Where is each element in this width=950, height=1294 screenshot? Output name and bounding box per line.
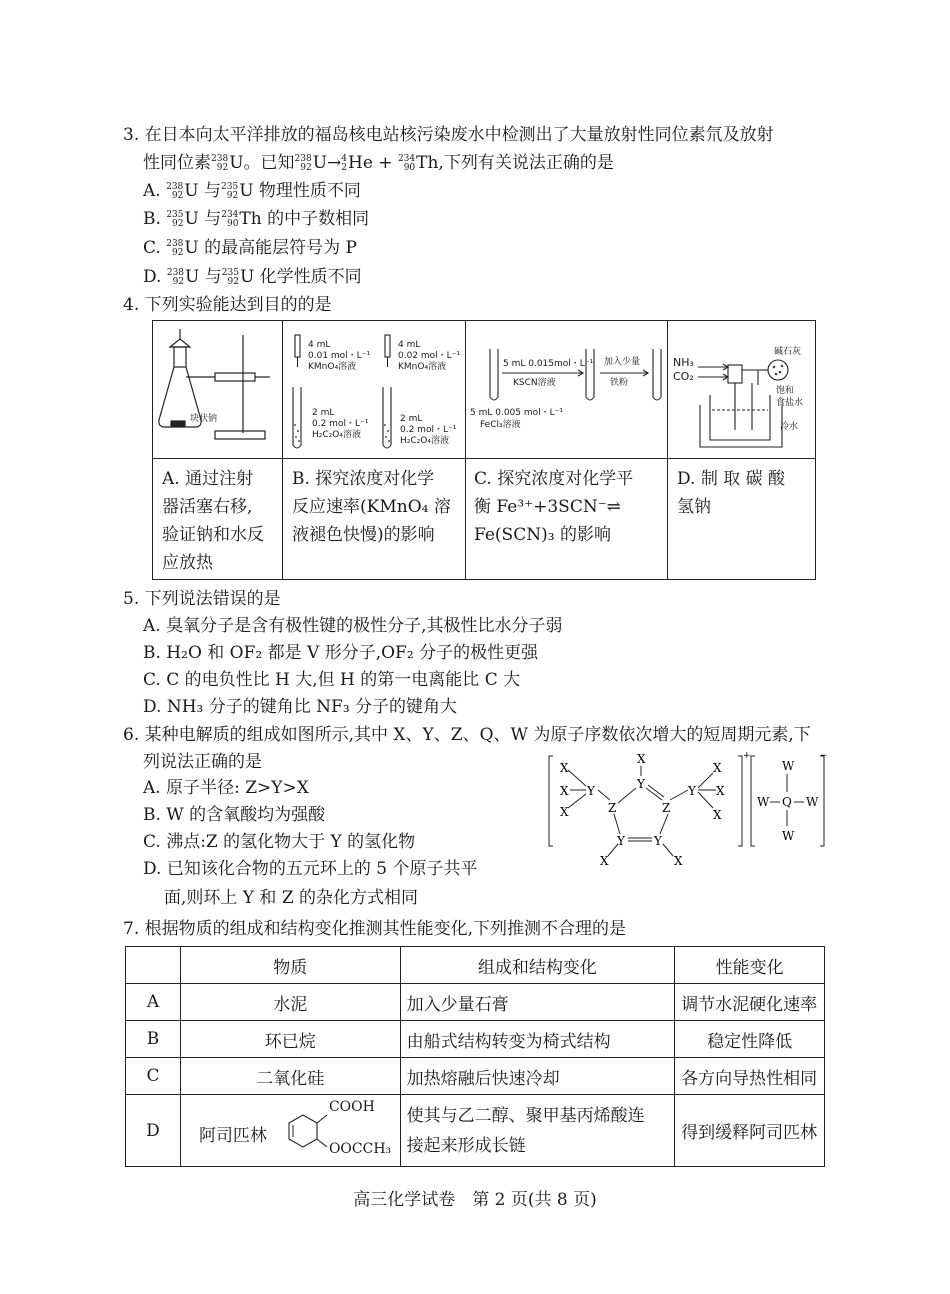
q7-substance: 环已烷: [180, 1021, 400, 1058]
q7-row-key: B: [126, 1021, 181, 1058]
q7-change: 加热熔融后快速冷却: [400, 1058, 675, 1095]
q6-atom-q: Q: [782, 795, 792, 809]
q6-atom-x: X: [600, 854, 609, 868]
q6-atom-w: W: [757, 795, 770, 809]
q4-option-c-text: C. 探究浓度对化学平 衡 Fe³⁺+3SCN⁻⇌ Fe(SCN)₃ 的影响: [474, 469, 634, 545]
q4-b-oxalic-name-2: H₂C₂O₄溶液: [400, 436, 449, 446]
q6-option-d-line1: D. 已知该化合物的五元环上的 5 个原子共平: [143, 859, 478, 879]
q7-aspirin-name: 阿司匹林: [198, 1125, 267, 1146]
q4-option-a-text: A. 通过注射 器活塞右移, 验证钠和水反 应放热: [162, 469, 264, 573]
q3-option-a: A. 238 92 U 与 235 92 U 物理性质不同: [143, 181, 361, 201]
q4-b-kmno4-name-1: KMnO₄溶液: [308, 362, 357, 372]
q4-d-brine-label: 食盐水: [776, 398, 804, 408]
q7-substance-aspirin: [180, 1095, 400, 1167]
q7-row-key: C: [126, 1058, 181, 1095]
q4-c-apparatus-diagram: [468, 325, 664, 455]
q6-atom-y: Y: [637, 777, 645, 791]
q7-table: [125, 946, 825, 1167]
q7-change: 加入少量石膏: [400, 984, 675, 1021]
q4-b-oxalic-name-1: H₂C₂O₄溶液: [312, 430, 361, 440]
q6-option-b: B. W 的含氧酸均为强酸: [143, 805, 326, 825]
q6-atom-x: X: [713, 761, 722, 775]
q6-atom-x: X: [637, 752, 646, 766]
q3-stem-line2: 性同位素 238 92 U。已知 238 92 U→ 4 2 He + 234 90 Th,下列有关说法正确的是: [143, 153, 614, 173]
q4-b-kmno4-vol-2: 4 mL: [398, 340, 421, 350]
q7-header-cell: 物质: [180, 947, 400, 984]
q7-stem: 7. 根据物质的组成和结构变化推测其性能变化,下列推测不合理的是: [123, 919, 627, 939]
q7-header-cell: 组成和结构变化: [400, 947, 675, 984]
q4-row-divider: [152, 458, 816, 459]
q4-col-divider-2: [465, 320, 466, 580]
q7-performance: 各方向导热性相同: [675, 1058, 825, 1095]
q6-option-d-line2: 面,则环上 Y 和 Z 的杂化方式相同: [164, 888, 419, 908]
q7-row-d: [126, 1095, 825, 1167]
q4-c-fecl3-conc: 5 mL 0.005 mol・L⁻¹: [470, 408, 564, 418]
q7-performance: 得到缓释阿司匹林: [675, 1095, 825, 1167]
q4-b-kmno4-conc-1: 0.01 mol・L⁻¹: [308, 351, 371, 361]
q4-a-sodium-label: 块状钠: [190, 414, 218, 424]
q6-atom-w: W: [782, 829, 795, 843]
q6-electrolyte-structure: [548, 748, 828, 873]
q4-d-nh3-label: NH₃: [673, 356, 694, 369]
q5-option-c: C. C 的电负性比 H 大,但 H 的第一电离能比 C 大: [143, 670, 521, 690]
q6-atom-x: X: [560, 761, 569, 775]
q7-substance: 水泥: [180, 984, 400, 1021]
q6-atom-x: X: [560, 805, 569, 819]
q5-option-b: B. H₂O 和 OF₂ 都是 V 形分子,OF₂ 分子的极性更强: [143, 643, 539, 663]
q4-c-kscn-name: KSCN溶液: [513, 378, 556, 388]
q3-stem-line1: 3. 在日本向太平洋排放的福岛核电站核污染废水中检测出了大量放射性同位素氘及放射: [123, 125, 774, 145]
q3-option-d: D. 238 92 U 与 235 92 U 化学性质不同: [143, 267, 362, 287]
q6-atom-z: Z: [608, 801, 617, 815]
q3-option-c: C. 238 92 U 的最高能层符号为 P: [143, 238, 357, 258]
q5-option-a: A. 臭氧分子是含有极性键的极性分子,其极性比水分子弱: [143, 616, 563, 636]
q6-option-a: A. 原子半径: Z>Y>X: [143, 778, 309, 798]
q4-a-apparatus-diagram: [155, 325, 280, 455]
q4-c-fe-powder-2: 铁粉: [610, 378, 629, 388]
q4-col-divider-3: [667, 320, 668, 580]
q7-header-cell: [126, 947, 181, 984]
q7-substance: 二氧化硅: [180, 1058, 400, 1095]
q4-b-oxalic-vol-2: 2 mL: [400, 414, 423, 424]
q4-d-co2-label: CO₂: [673, 370, 694, 383]
q4-d-coldwater-label: 冷水: [780, 422, 799, 432]
q6-stem-line1: 6. 某种电解质的组成如图所示,其中 X、Y、Z、Q、W 为原子序数依次增大的短周期元素,下: [123, 725, 811, 745]
q4-option-d-text: D. 制 取 碳 酸 氢钠: [677, 469, 786, 517]
q7-row-c: [126, 1058, 825, 1095]
q6-atom-x: X: [713, 808, 722, 822]
q4-b-kmno4-conc-2: 0.02 mol・L⁻¹: [398, 351, 461, 361]
q4-b-oxalic-vol-1: 2 mL: [312, 408, 335, 418]
q6-atom-z: Z: [662, 801, 671, 815]
q6-atom-w: W: [782, 759, 795, 773]
q6-stem-line2: 列说法正确的是: [143, 752, 262, 772]
q4-d-sodalime-label: 碱石灰: [774, 347, 802, 357]
q4-d-saturated-label: 饱和: [776, 386, 795, 396]
q4-b-kmno4-vol-1: 4 mL: [308, 340, 331, 350]
q7-aspirin-cooh: COOH: [328, 1098, 375, 1115]
q7-performance: 调节水泥硬化速率: [675, 984, 825, 1021]
q6-anion-charge: −: [820, 751, 828, 761]
q7-performance: 稳定性降低: [675, 1021, 825, 1058]
q7-change: 由船式结构转变为椅式结构: [400, 1021, 675, 1058]
q7-row-key: D: [126, 1095, 181, 1167]
q6-atom-x: X: [560, 784, 569, 798]
q3-option-b: B. 235 92 U 与 234 90 Th 的中子数相同: [143, 209, 370, 229]
q7-row-a: [126, 984, 825, 1021]
q4-c-fecl3-name: FeCl₃溶液: [480, 420, 521, 430]
q7-row-key: A: [126, 984, 181, 1021]
page-footer: 高三化学试卷 第 2 页(共 8 页): [353, 1190, 597, 1210]
q4-col-divider-1: [282, 320, 283, 580]
q4-c-kscn-conc: 5 mL 0.015mol・L⁻¹: [503, 359, 594, 369]
q6-cation-charge: +: [743, 751, 751, 761]
q6-atom-x: X: [716, 784, 725, 798]
q7-aspirin-ester: OOCCH₃: [328, 1140, 392, 1157]
q7-change: 使其与乙二醇、聚甲基丙烯酸连 接起来形成长链: [400, 1095, 675, 1167]
q7-header-row: [126, 947, 825, 984]
q5-option-d: D. NH₃ 分子的键角比 NF₃ 分子的键角大: [143, 697, 458, 717]
q4-b-oxalic-conc-2: 0.2 mol・L⁻¹: [400, 425, 457, 435]
q5-stem: 5. 下列说法错误的是: [123, 589, 281, 609]
q6-atom-y: Y: [688, 784, 696, 798]
q6-atom-y: Y: [587, 784, 595, 798]
q4-stem: 4. 下列实验能达到目的的是: [123, 295, 332, 315]
q7-row-b: [126, 1021, 825, 1058]
q6-atom-w: W: [806, 795, 819, 809]
q6-option-c: C. 沸点:Z 的氢化物大于 Y 的氢化物: [143, 832, 416, 852]
q4-b-oxalic-conc-1: 0.2 mol・L⁻¹: [312, 419, 369, 429]
q4-c-fe-powder-1: 加入少量: [604, 357, 641, 367]
q7-header-cell: 性能变化: [675, 947, 825, 984]
q6-atom-y: Y: [654, 834, 662, 848]
q4-b-kmno4-name-2: KMnO₄溶液: [398, 362, 447, 372]
q6-atom-x: X: [674, 854, 683, 868]
q4-option-b-text: B. 探究浓度对化学 反应速率(KMnO₄ 溶 液褪色快慢)的影响: [292, 469, 451, 545]
q6-atom-y: Y: [617, 834, 625, 848]
